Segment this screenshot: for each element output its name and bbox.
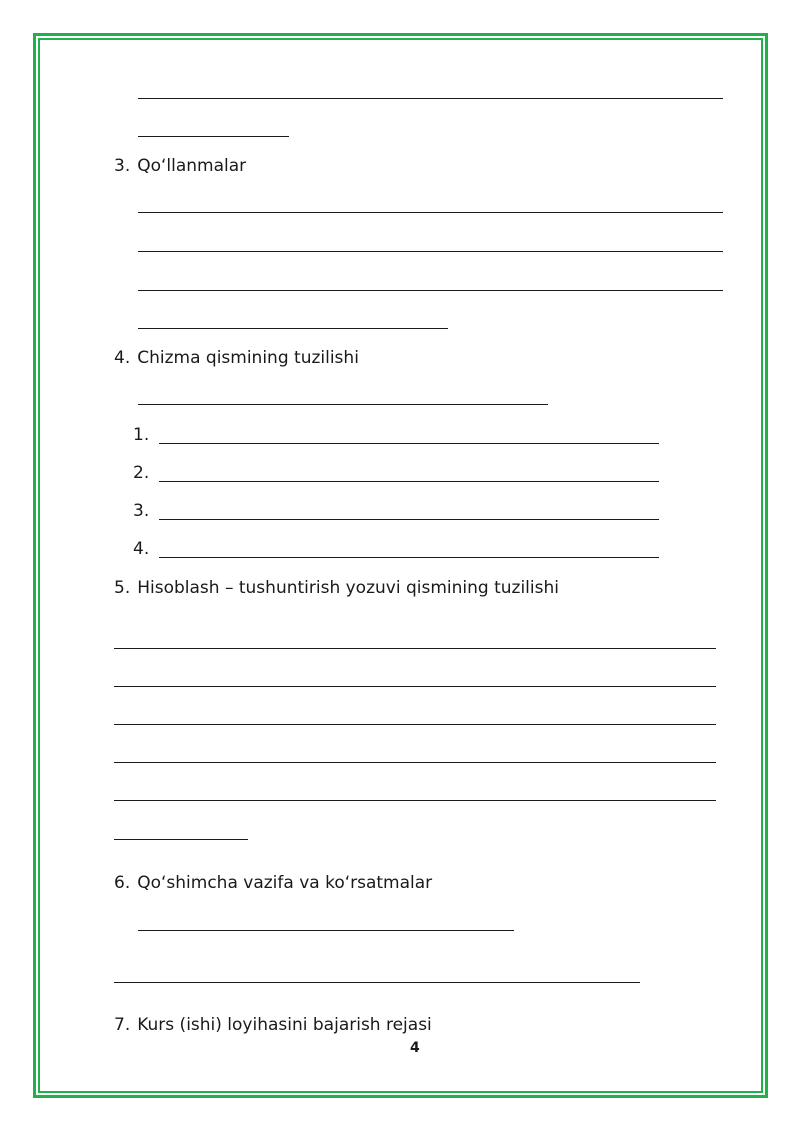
page-border-inner: [38, 38, 763, 1093]
section-number: 7.: [114, 1015, 131, 1035]
blank-line: [138, 136, 289, 137]
blank-line: [159, 519, 659, 520]
section-number: 6.: [114, 873, 131, 893]
drawing-item-number: 4.: [133, 539, 150, 559]
section-title: Qo‘shimcha vazifa va ko‘rsatmalar: [137, 873, 433, 893]
section-title: Qo‘llanmalar: [137, 156, 247, 176]
blank-line: [138, 212, 723, 213]
section-heading-4: [114, 348, 359, 368]
blank-line: [114, 724, 716, 725]
blank-line: [138, 404, 548, 405]
section-heading-3: [114, 156, 246, 176]
section-title: Hisoblash – tushuntirish yozuvi qismining tuzilishi: [137, 578, 559, 598]
blank-line: [114, 648, 716, 649]
blank-line: [159, 481, 659, 482]
blank-line: [114, 982, 640, 983]
blank-line: [138, 290, 723, 291]
drawing-item-number: 2.: [133, 463, 150, 483]
section-heading-7: [114, 1015, 432, 1035]
section-number: 4.: [114, 348, 131, 368]
section-heading-6: [114, 873, 432, 893]
section-title: Chizma qismining tuzilishi: [137, 348, 359, 368]
drawing-item-number: 1.: [133, 425, 150, 445]
blank-line: [159, 443, 659, 444]
blank-line: [159, 557, 659, 558]
blank-line: [138, 251, 723, 252]
section-title: Kurs (ishi) loyihasini bajarish rejasi: [137, 1015, 432, 1035]
section-number: 3.: [114, 156, 131, 176]
blank-line: [114, 686, 716, 687]
blank-line: [138, 98, 723, 99]
blank-line: [138, 328, 448, 329]
blank-line: [114, 800, 716, 801]
blank-line: [114, 839, 248, 840]
blank-line: [138, 930, 514, 931]
blank-line: [114, 762, 716, 763]
drawing-item-number: 3.: [133, 501, 150, 521]
page-number: 4: [410, 1040, 420, 1056]
section-heading-5: [114, 578, 559, 598]
section-number: 5.: [114, 578, 131, 598]
